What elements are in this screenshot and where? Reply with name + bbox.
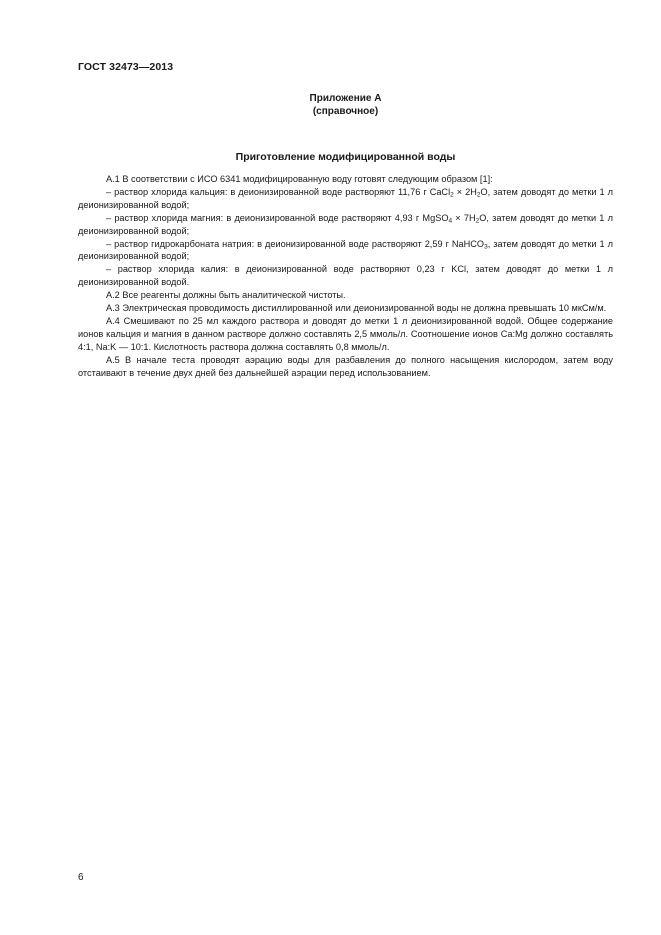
- text-run: – раствор гидрокарбоната натрия: в деионизированной воде растворяют 2,59 г NaHCO: [106, 238, 485, 249]
- text-run: – раствор хлорида магния: в деионизированной воде растворяют 4,93 г MgSO: [106, 212, 449, 223]
- paragraph-a5: А.5 В начале теста проводят аэрацию воды для разбавления до полного насыщения кислородом, затем воду отстаивают в течение двух дней без дальнейшей аэрации перед использованием.: [78, 354, 613, 378]
- section-title: Приготовление модифицированной воды: [235, 151, 456, 163]
- subscript: 3: [484, 243, 488, 251]
- text-run: × 7H: [452, 212, 476, 223]
- list-item-potassium-chloride: – раствор хлорида калия: в деионизированной воде растворяют 0,23 г KCl, затем доводят до метки 1 л деионизированной водой.: [78, 264, 613, 288]
- subscript: 4: [448, 217, 453, 225]
- text-run: × 2H: [453, 186, 477, 197]
- paragraph-a3: А.3 Электрическая проводимость дистиллированной или деионизированной воды не должна превышать 10 мкСм/м.: [106, 303, 607, 314]
- list-item-sodium-bicarbonate: [78, 238, 613, 264]
- paragraph-a2: А.2 Все реагенты должны быть аналитической чистоты.: [106, 290, 346, 301]
- standard-header: ГОСТ 32473—2013: [78, 61, 174, 73]
- list-item-magnesium-chloride: [78, 212, 613, 238]
- page-number: 6: [78, 872, 84, 883]
- subscript: 2: [450, 191, 454, 199]
- text-run: O, затем доводят до метки 1 л деионизированной водой;: [78, 212, 613, 236]
- text-run: O, затем доводят до метки 1 л деионизированной водой;: [78, 186, 613, 210]
- subscript: 2: [476, 191, 481, 199]
- annex-heading: [78, 92, 613, 118]
- paragraph-a1: А.1 В соответствии с ИСО 6341 модифицированную воду готовят следующим образом [1]:: [106, 174, 493, 184]
- document-body: [78, 173, 613, 380]
- annex-title: Приложение А: [309, 93, 382, 104]
- subscript: 2: [475, 217, 480, 225]
- paragraph-a4: А.4 Смешивают по 25 мл каждого раствора и доводят до метки 1 л деионизированной водой. Общее содержание ионов кальция и магния в данном растворе должно составлять 2,5 ммоль/л. Соотношение ионов Ca:Mg должно составлять 4:1, Na:K — 10:1. Кислотность раствора должна составлять 0,8 ммоль/л.: [78, 315, 613, 352]
- text-run: , затем доводят до метки 1 л деионизированной водой;: [78, 238, 613, 262]
- text-run: – раствор хлорида кальция: в деионизированной воде растворяют 11,76 г CaCl: [106, 186, 451, 197]
- list-item-calcium-chloride: [78, 186, 613, 212]
- annex-type: (справочное): [312, 106, 379, 117]
